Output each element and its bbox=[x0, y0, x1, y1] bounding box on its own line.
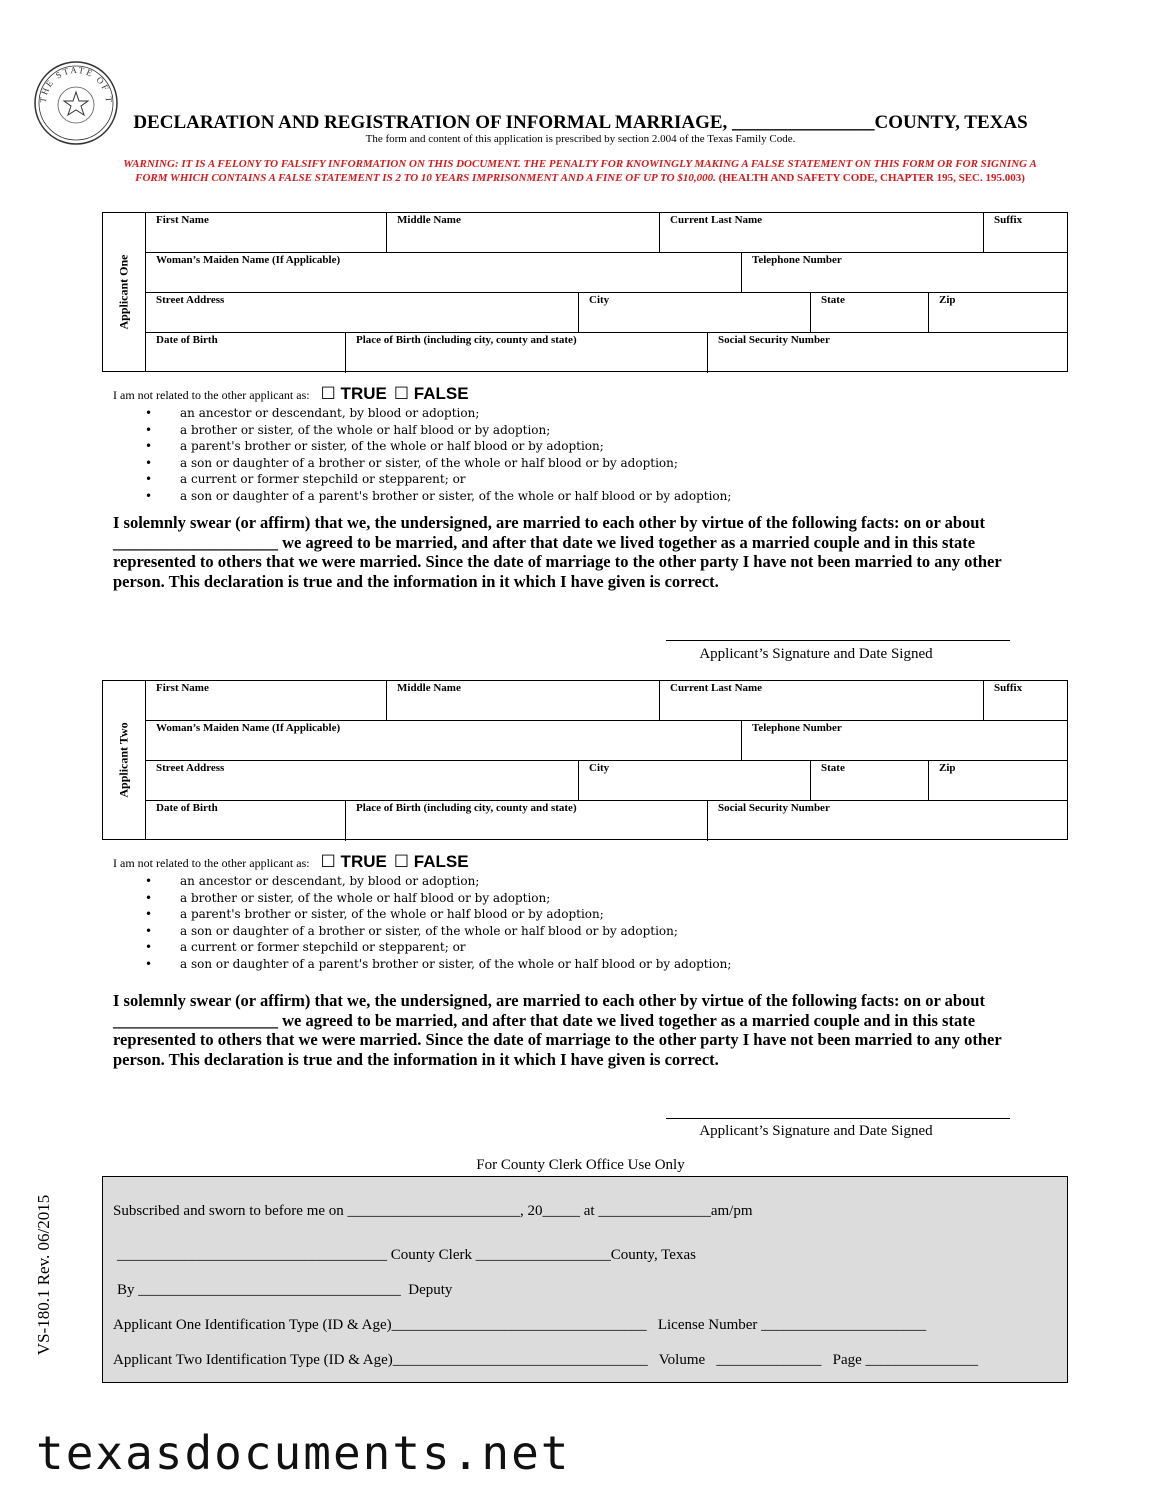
relation-intro: I am not related to the other applicant as: bbox=[113, 388, 310, 402]
applicant-two-section bbox=[102, 680, 1068, 840]
list-item: • a parent's brother or sister, of the whole or half blood or by adoption; bbox=[145, 438, 731, 455]
oath-statement: I solemnly swear (or affirm) that we, the undersigned, are married to each other by virtue of the following facts: on or about ____________________ we agreed to be married, and after that date we lived together as a married couple and in this state represented to others that we were married. Since the date of marriage to the other party I have not been married to any other person. This declaration is true and the information in it which I have given is correct. bbox=[113, 513, 1002, 591]
sworn-date-line[interactable]: Subscribed and sworn to before me on _______________________, 20_____ at _______________am/pm bbox=[113, 1203, 753, 1219]
first-name-field[interactable]: First Name bbox=[156, 214, 209, 226]
suffix-field[interactable]: Suffix bbox=[983, 681, 1067, 720]
telephone-field[interactable]: Telephone Number bbox=[741, 253, 1067, 292]
form-number: VS-180.1 Rev. 06/2015 bbox=[34, 1194, 53, 1356]
false-checkbox[interactable]: ☐ FALSE bbox=[393, 852, 469, 871]
list-item: • a son or daughter of a parent's brother or sister, of the whole or half blood or by adoption; bbox=[145, 956, 731, 973]
applicant-two-id-line[interactable]: Applicant Two Identification Type (ID & Age)__________________________________ Volume ______________ Page _______________ bbox=[113, 1352, 979, 1368]
place-of-birth-field[interactable]: Place of Birth (including city, county and state) bbox=[345, 333, 707, 373]
deputy-line[interactable]: By ___________________________________ Deputy bbox=[117, 1282, 453, 1298]
list-item: • a current or former stepchild or stepparent; or bbox=[145, 939, 731, 956]
city-field[interactable]: City bbox=[578, 761, 810, 800]
middle-name-field[interactable]: Middle Name bbox=[386, 213, 659, 252]
form-subtitle: The form and content of this application is prescribed by section 2.004 of the Texas Family Code. bbox=[365, 133, 796, 145]
clerk-section-title: For County Clerk Office Use Only bbox=[476, 1157, 685, 1173]
ssn-field[interactable]: Social Security Number bbox=[707, 801, 1067, 841]
list-item: • a current or former stepchild or stepparent; or bbox=[145, 471, 731, 488]
list-item: • a son or daughter of a parent's brother or sister, of the whole or half blood or by adoption; bbox=[145, 488, 731, 505]
place-of-birth-field[interactable]: Place of Birth (including city, county and state) bbox=[345, 801, 707, 841]
county-clerk-line[interactable]: ____________________________________ County Clerk __________________County, Texas bbox=[117, 1247, 696, 1263]
signature-label: Applicant’s Signature and Date Signed bbox=[699, 1123, 933, 1139]
relation-intro: I am not related to the other applicant as: bbox=[113, 856, 310, 870]
zip-field[interactable]: Zip bbox=[928, 761, 1067, 800]
current-last-name-field[interactable]: Current Last Name bbox=[659, 681, 983, 720]
ssn-field[interactable]: Social Security Number bbox=[707, 333, 1067, 373]
warning-reference: (HEALTH AND SAFETY CODE, CHAPTER 195, SEC. 195.003) bbox=[718, 171, 1025, 184]
form-title: DECLARATION AND REGISTRATION OF INFORMAL MARRIAGE, _______________COUNTY, TEXAS bbox=[133, 112, 1028, 133]
signature-line[interactable] bbox=[666, 640, 1010, 641]
list-item: • a brother or sister, of the whole or half blood or by adoption; bbox=[145, 890, 731, 907]
signature-line[interactable] bbox=[666, 1118, 1010, 1119]
list-item: • an ancestor or descendant, by blood or adoption; bbox=[145, 405, 731, 422]
site-watermark: texasdocuments.net bbox=[36, 1426, 571, 1480]
list-item: • a son or daughter of a brother or sister, of the whole or half blood or by adoption; bbox=[145, 455, 731, 472]
signature-label: Applicant’s Signature and Date Signed bbox=[699, 646, 933, 662]
date-of-birth-field[interactable]: Date of Birth bbox=[156, 334, 218, 346]
first-name-field[interactable]: First Name bbox=[156, 682, 209, 694]
felony-warning bbox=[110, 158, 1050, 185]
applicant-one-side-label: Applicant One bbox=[103, 213, 146, 371]
street-address-field[interactable]: Street Address bbox=[156, 762, 225, 774]
zip-field[interactable]: Zip bbox=[928, 293, 1067, 332]
relation-list bbox=[145, 405, 731, 505]
oath-statement: I solemnly swear (or affirm) that we, the undersigned, are married to each other by virtue of the following facts: on or about ____________________ we agreed to be married, and after that date we lived together as a married couple and in this state represented to others that we were married. Since the date of marriage to the other party I have not been married to any other person. This declaration is true and the information in it which I have given is correct. bbox=[113, 991, 1002, 1069]
state-field[interactable]: State bbox=[810, 761, 928, 800]
warning-text: WARNING: IT IS A FELONY TO FALSIFY INFORMATION ON THIS DOCUMENT. THE PENALTY FOR KNOWINGLY MAKING A FALSE STATEMENT ON THIS FORM OR FOR SIGNING A FORM WHICH CONTAINS A FALSE STATEMENT IS 2 TO 10 YEARS IMPRISONMENT AND A FINE OF UP TO $10,000. bbox=[123, 158, 1037, 184]
current-last-name-field[interactable]: Current Last Name bbox=[659, 213, 983, 252]
applicant-two-side-label: Applicant Two bbox=[103, 681, 146, 839]
true-checkbox[interactable]: ☐ TRUE bbox=[320, 384, 387, 403]
applicant-one-section bbox=[102, 212, 1068, 372]
list-item: • an ancestor or descendant, by blood or adoption; bbox=[145, 873, 731, 890]
state-field[interactable]: State bbox=[810, 293, 928, 332]
suffix-field[interactable]: Suffix bbox=[983, 213, 1067, 252]
list-item: • a parent's brother or sister, of the whole or half blood or by adoption; bbox=[145, 906, 731, 923]
city-field[interactable]: City bbox=[578, 293, 810, 332]
relation-list bbox=[145, 873, 731, 973]
svg-text:THE STATE OF TEXAS: THE STATE OF T bbox=[37, 64, 115, 105]
maiden-name-field[interactable]: Woman’s Maiden Name (If Applicable) bbox=[156, 254, 341, 266]
clerk-section bbox=[102, 1176, 1068, 1383]
street-address-field[interactable]: Street Address bbox=[156, 294, 225, 306]
applicant-one-id-line[interactable]: Applicant One Identification Type (ID & Age)__________________________________ License Number ______________________ bbox=[113, 1317, 927, 1333]
list-item: • a brother or sister, of the whole or half blood or by adoption; bbox=[145, 422, 731, 439]
middle-name-field[interactable]: Middle Name bbox=[386, 681, 659, 720]
relation-statement bbox=[113, 384, 469, 404]
true-checkbox[interactable]: ☐ TRUE bbox=[320, 852, 387, 871]
telephone-field[interactable]: Telephone Number bbox=[741, 721, 1067, 760]
list-item: • a son or daughter of a brother or sister, of the whole or half blood or by adoption; bbox=[145, 923, 731, 940]
maiden-name-field[interactable]: Woman’s Maiden Name (If Applicable) bbox=[156, 722, 341, 734]
relation-statement bbox=[113, 852, 469, 872]
date-of-birth-field[interactable]: Date of Birth bbox=[156, 802, 218, 814]
false-checkbox[interactable]: ☐ FALSE bbox=[393, 384, 469, 403]
